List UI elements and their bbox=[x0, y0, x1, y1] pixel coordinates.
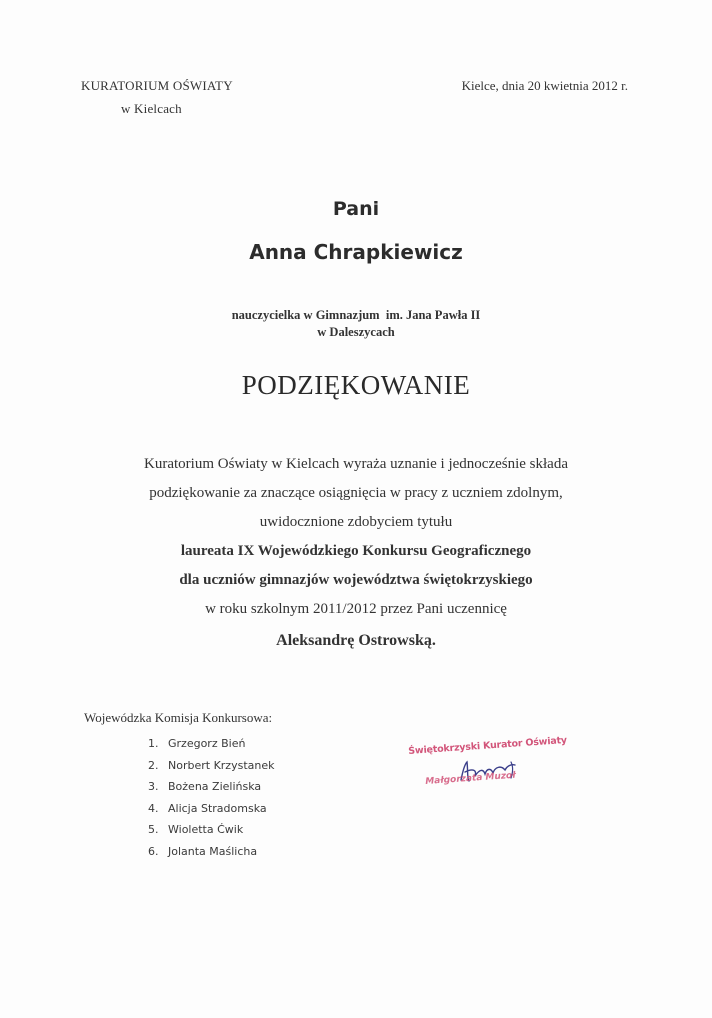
body-line-6: w roku szkolnym 2011/2012 przez Pani uczennicę bbox=[205, 601, 507, 617]
issuer-name: KURATORIUM OŚWIATY bbox=[81, 78, 233, 93]
student-name: Aleksandrę Ostrowską. bbox=[276, 632, 436, 649]
body-line-4: laureata IX Wojewódzkiego Konkursu Geograficznego bbox=[180, 543, 532, 559]
member-number: 6. bbox=[148, 844, 159, 858]
list-item bbox=[148, 844, 274, 866]
member-name: Grzegorz Bień bbox=[168, 737, 246, 750]
member-name: Norbert Krzystanek bbox=[168, 758, 275, 772]
member-name: Jolanta Maślicha bbox=[168, 844, 258, 858]
body-line-2: podziękowanie za znaczące osiągnięcia w pracy z uczniem zdolnym, bbox=[149, 485, 563, 501]
body-text bbox=[0, 450, 712, 655]
list-item bbox=[148, 822, 274, 844]
issuer-city: w Kielcach bbox=[121, 101, 182, 116]
commission-members-list bbox=[148, 736, 274, 866]
document-title: PODZIĘKOWANIE bbox=[241, 370, 471, 400]
commission-label: Wojewódzka Komisja Konkursowa: bbox=[84, 710, 273, 725]
body-line-1: Kuratorium Oświaty w Kielcach wyraża uznanie i jednocześnie składa bbox=[144, 456, 568, 472]
recipient-role-line-2: w Daleszycach bbox=[317, 325, 395, 339]
stamp-name: Małgorzata Muzoł bbox=[425, 770, 516, 787]
list-item bbox=[148, 758, 274, 780]
body-line-3: uwidocznione zdobyciem tytułu bbox=[259, 514, 453, 530]
member-number: 2. bbox=[148, 758, 159, 772]
list-item bbox=[148, 801, 274, 823]
list-item bbox=[148, 779, 274, 801]
member-name: Bożena Zielińska bbox=[168, 780, 262, 794]
member-number: 4. bbox=[148, 801, 159, 815]
salutation: Pani bbox=[332, 198, 380, 220]
member-number: 1. bbox=[148, 737, 159, 750]
member-number: 3. bbox=[148, 780, 159, 794]
recipient-role-line-1: nauczycielka w Gimnazjum im. Jana Pawła II bbox=[231, 308, 481, 322]
member-name: Alicja Stradomska bbox=[168, 801, 267, 815]
official-stamp bbox=[405, 734, 568, 802]
member-name: Wioletta Ćwik bbox=[168, 823, 244, 837]
member-number: 5. bbox=[148, 823, 159, 837]
body-line-5: dla uczniów gimnazjów województwa świętokrzyskiego bbox=[179, 572, 533, 588]
dateline: Kielce, dnia 20 kwietnia 2012 r. bbox=[461, 78, 628, 93]
recipient-name: Anna Chrapkiewicz bbox=[249, 240, 463, 264]
issuer-block bbox=[81, 78, 233, 117]
list-item bbox=[148, 736, 274, 758]
recipient-role bbox=[0, 307, 712, 341]
stamp-title: Świętokrzyski Kurator Oświaty bbox=[408, 734, 568, 757]
